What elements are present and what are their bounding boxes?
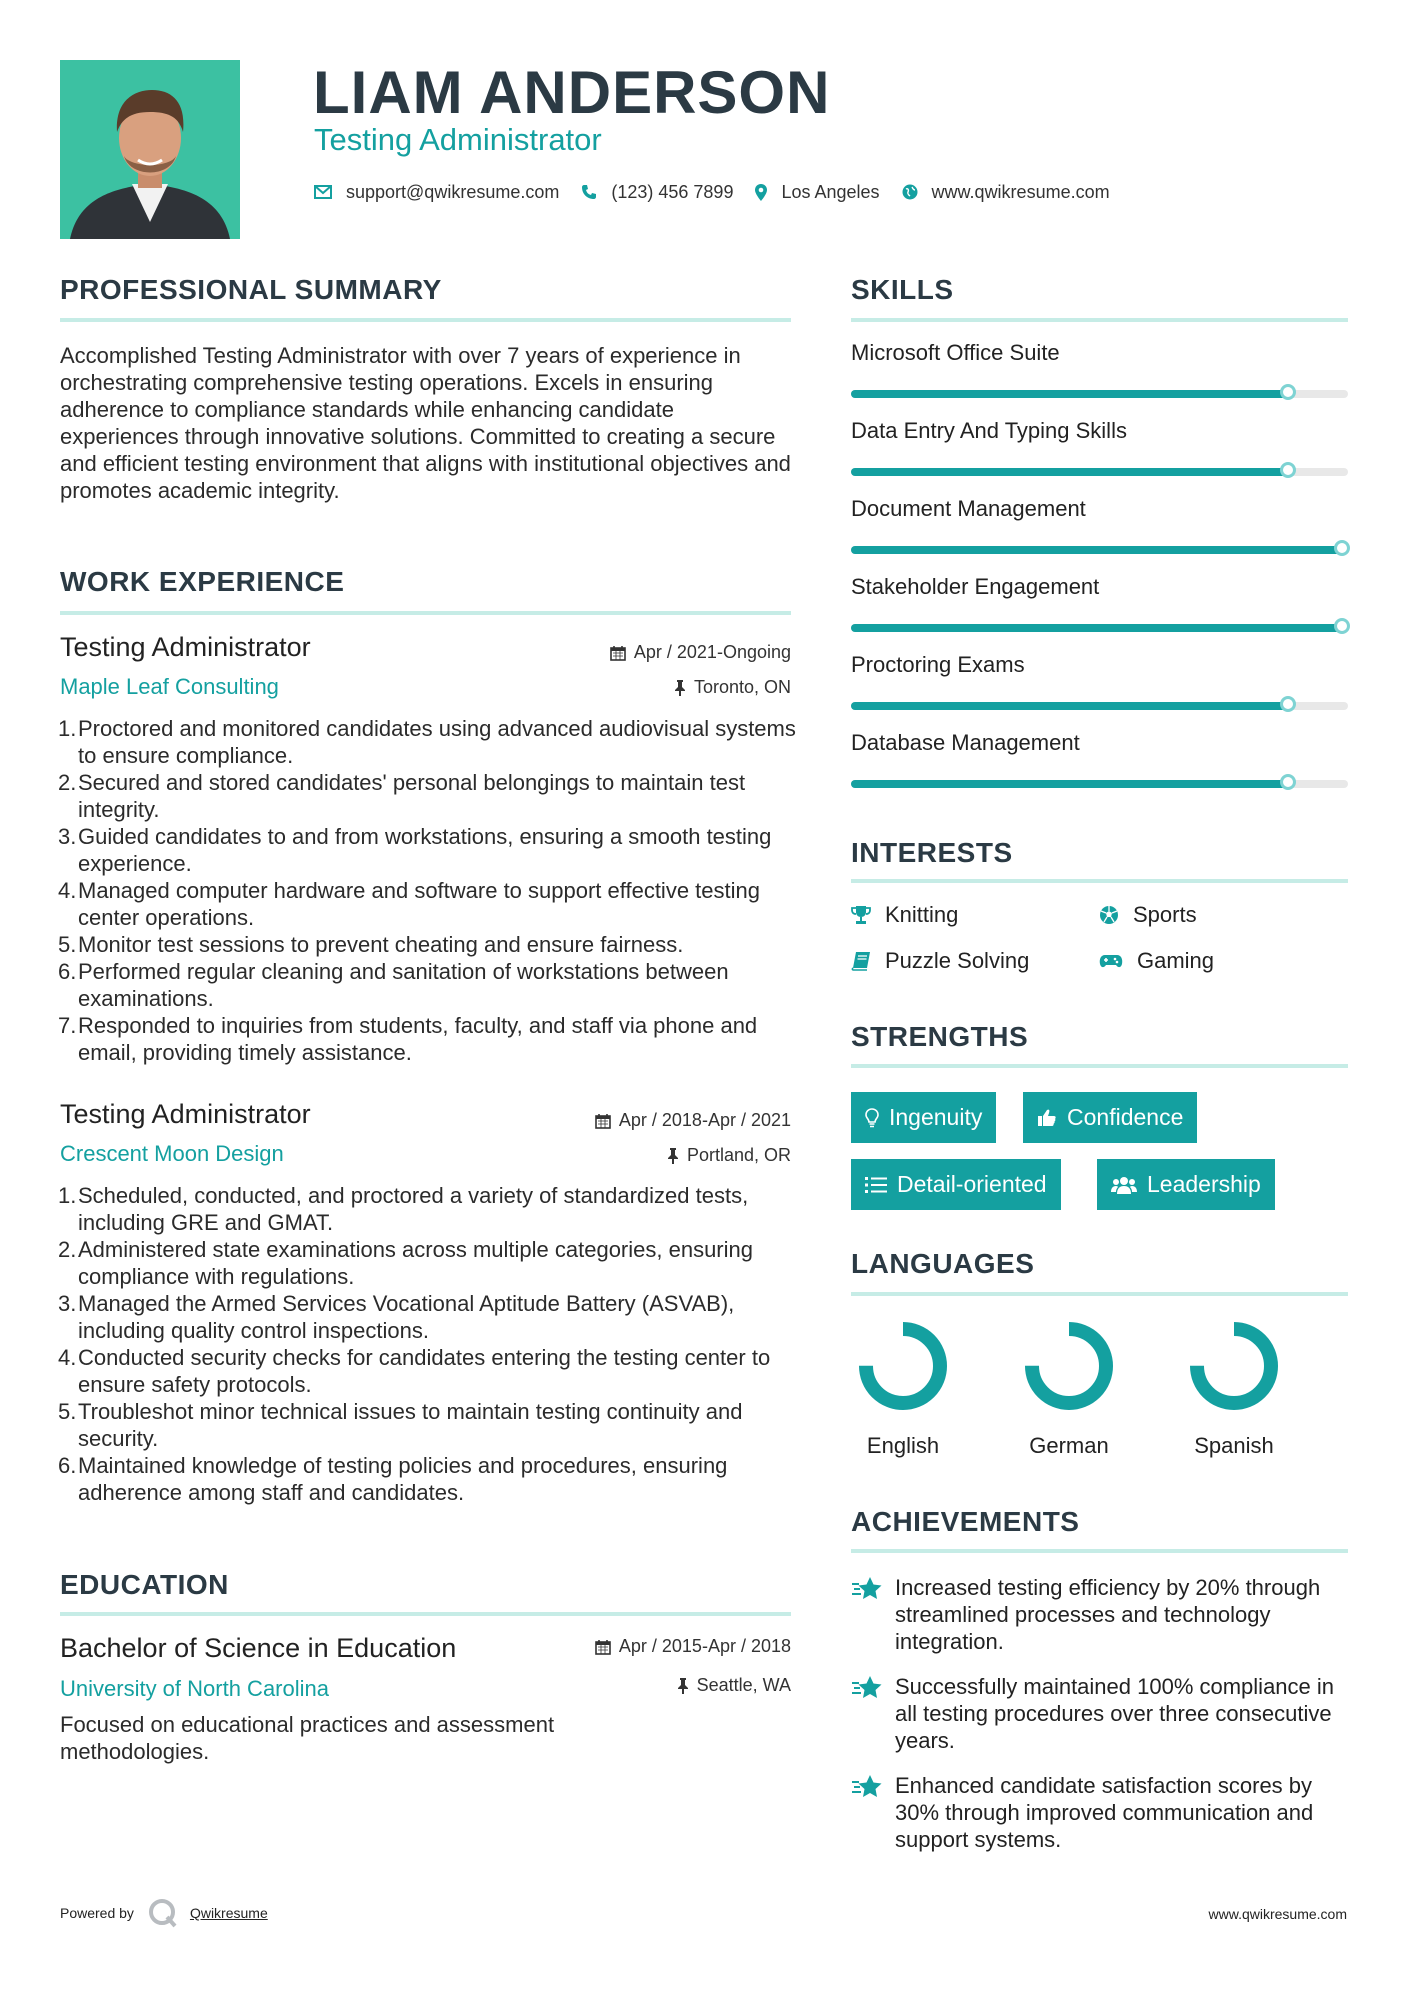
language-label: Spanish xyxy=(1194,1433,1274,1458)
globe-icon xyxy=(902,184,918,200)
language-ring xyxy=(1184,1316,1284,1416)
education-description: Focused on educational practices and assessment methodologies. xyxy=(60,1712,555,1764)
achievements-heading: ACHIEVEMENTS xyxy=(851,1506,1080,1537)
skill-level-knob xyxy=(1280,462,1296,478)
list-item: Guided candidates to and from workstations, ensuring a smooth testing experience. xyxy=(78,824,772,876)
achievements-divider xyxy=(851,1549,1348,1553)
skills-heading: SKILLS xyxy=(851,274,954,305)
education-location-text: Seattle, WA xyxy=(696,1675,791,1695)
website-text: www.qwikresume.com xyxy=(931,181,1110,202)
soccer-ball-icon xyxy=(1099,905,1119,925)
skill-level-knob xyxy=(1280,774,1296,790)
skill-label: Database Management xyxy=(851,730,1080,755)
interests-heading: INTERESTS xyxy=(851,837,1013,868)
star-icon xyxy=(851,1675,883,1701)
company-name: Maple Leaf Consulting xyxy=(60,674,279,699)
footer-powered-by xyxy=(60,1898,268,1928)
language-ring xyxy=(1019,1316,1119,1416)
skills-divider xyxy=(851,318,1348,322)
thumbs-up-icon xyxy=(1037,1108,1057,1128)
list-item: Maintained knowledge of testing policies and procedures, ensuring adherence among staff and candidates. xyxy=(78,1453,728,1505)
skill-row xyxy=(851,652,1348,712)
skill-bar xyxy=(851,468,1348,476)
job-dates-text: Apr / 2021-Ongoing xyxy=(633,642,791,662)
qwikresume-logo-icon xyxy=(148,1898,178,1928)
summary-heading: PROFESSIONAL SUMMARY xyxy=(60,274,442,305)
language-label: German xyxy=(1029,1433,1109,1458)
skill-bar xyxy=(851,702,1348,710)
star-icon xyxy=(851,1576,883,1602)
list-item: Monitor test sessions to prevent cheating and ensure fairness. xyxy=(78,932,684,957)
skill-row xyxy=(851,730,1348,790)
skill-level-knob xyxy=(1280,384,1296,400)
skill-bar-fill xyxy=(851,468,1288,476)
map-pin-icon xyxy=(755,184,767,201)
skill-label: Data Entry And Typing Skills xyxy=(851,418,1127,443)
interests-divider xyxy=(851,879,1348,883)
interest-item xyxy=(851,948,1029,974)
footer-website[interactable]: www.qwikresume.com xyxy=(1208,1906,1347,1922)
star-icon xyxy=(851,1774,883,1800)
brand-link[interactable]: Qwikresume xyxy=(189,1905,268,1921)
skill-label: Document Management xyxy=(851,496,1086,521)
contact-phone[interactable] xyxy=(581,182,733,203)
strength-label: Leadership xyxy=(1147,1171,1261,1197)
achievement-item xyxy=(851,1574,1348,1655)
trophy-icon xyxy=(851,905,871,925)
strength-tag xyxy=(851,1092,996,1143)
list-item: Conducted security checks for candidates entering the testing center to ensure safety protocols. xyxy=(78,1345,771,1397)
strength-label: Detail-oriented xyxy=(897,1171,1047,1197)
book-icon xyxy=(851,951,871,971)
strength-tag xyxy=(1023,1092,1197,1143)
list-item: Responded to inquiries from students, faculty, and staff via phone and email, providing timely assistance. xyxy=(78,1013,758,1065)
list-item: Scheduled, conducted, and proctored a variety of standardized tests, including GRE and GMAT. xyxy=(78,1183,749,1235)
contact-website[interactable] xyxy=(902,182,1110,203)
list-item: Secured and stored candidates' personal belongings to maintain test integrity. xyxy=(78,770,746,822)
skill-row xyxy=(851,574,1348,634)
company-name: Crescent Moon Design xyxy=(60,1141,284,1166)
list-item: Proctored and monitored candidates using advanced audiovisual systems to ensure compliance. xyxy=(78,716,796,768)
achievement-item xyxy=(851,1673,1348,1754)
list-item: Administered state examinations across multiple categories, ensuring compliance with regulations. xyxy=(78,1237,753,1289)
languages-heading: LANGUAGES xyxy=(851,1248,1035,1279)
skill-label: Proctoring Exams xyxy=(851,652,1025,677)
school-name: University of North Carolina xyxy=(60,1676,329,1701)
achievement-text: Enhanced candidate satisfaction scores by 30% through improved communication and support systems. xyxy=(895,1773,1314,1852)
achievement-text: Successfully maintained 100% compliance in all testing procedures over three consecutive years. xyxy=(895,1674,1335,1753)
languages-divider xyxy=(851,1292,1348,1296)
phone-text: (123) 456 7899 xyxy=(611,181,734,202)
interest-item xyxy=(1099,948,1214,974)
lightbulb-icon xyxy=(865,1108,879,1128)
candidate-title: Testing Administrator xyxy=(314,122,602,157)
skill-level-knob xyxy=(1334,540,1350,556)
users-icon xyxy=(1111,1175,1137,1195)
interest-label: Knitting xyxy=(885,902,959,927)
skill-bar-fill xyxy=(851,624,1348,632)
job-dates xyxy=(610,642,791,663)
skill-bar xyxy=(851,624,1348,632)
list-item: Troubleshot minor technical issues to maintain testing continuity and security. xyxy=(78,1399,743,1451)
skill-row xyxy=(851,418,1348,478)
education-dates xyxy=(595,1636,791,1657)
skill-level-knob xyxy=(1334,618,1350,634)
calendar-icon xyxy=(610,645,626,661)
achievement-item xyxy=(851,1772,1348,1853)
job-duties-list xyxy=(60,715,808,1066)
education-heading: EDUCATION xyxy=(60,1569,229,1600)
interest-item xyxy=(851,902,958,928)
pushpin-icon xyxy=(677,1678,689,1694)
education-dates-text: Apr / 2015-Apr / 2018 xyxy=(618,1636,791,1656)
pushpin-icon xyxy=(674,680,686,696)
summary-text: Accomplished Testing Administrator with over 7 years of experience in orchestrating comprehensive testing operations. Excels in ensuring adherence to compliance standards while enhancing candidate experiences through innovative solutions. Committed to creating a secure and efficient testing environment that aligns with institutional objectives and promotes academic integrity. xyxy=(60,343,791,503)
gamepad-icon xyxy=(1099,953,1123,969)
interest-label: Gaming xyxy=(1137,948,1215,973)
strength-label: Confidence xyxy=(1067,1104,1184,1130)
list-item: Performed regular cleaning and sanitation of workstations between examinations. xyxy=(78,959,729,1011)
skill-bar-fill xyxy=(851,780,1288,788)
candidate-name: LIAM ANDERSON xyxy=(313,59,831,126)
skill-bar-fill xyxy=(851,546,1348,554)
language-ring xyxy=(853,1316,953,1416)
interest-label: Puzzle Solving xyxy=(885,948,1030,973)
email-text: support@qwikresume.com xyxy=(346,181,560,202)
envelope-icon xyxy=(314,185,332,199)
contact-bar xyxy=(314,179,1132,205)
job-title: Testing Administrator xyxy=(60,1099,311,1129)
list-item: Managed the Armed Services Vocational Aptitude Battery (ASVAB), including quality control inspections. xyxy=(78,1291,735,1343)
list-item: Managed computer hardware and software to support effective testing center operations. xyxy=(78,878,760,930)
profile-photo xyxy=(60,60,240,239)
education-location xyxy=(677,1675,791,1696)
pushpin-icon xyxy=(667,1148,679,1164)
skill-bar-fill xyxy=(851,702,1288,710)
job-location-text: Toronto, ON xyxy=(693,677,791,697)
experience-divider xyxy=(60,611,791,615)
education-divider xyxy=(60,1612,791,1616)
degree-title: Bachelor of Science in Education xyxy=(60,1633,457,1663)
job-dates-text: Apr / 2018-Apr / 2021 xyxy=(618,1110,791,1130)
skill-bar-fill xyxy=(851,390,1288,398)
skill-row xyxy=(851,340,1348,400)
job-duties-list xyxy=(60,1182,808,1506)
job-location-text: Portland, OR xyxy=(686,1145,791,1165)
skill-bar xyxy=(851,780,1348,788)
summary-divider xyxy=(60,318,791,322)
job-dates xyxy=(595,1110,791,1131)
calendar-icon xyxy=(595,1639,611,1655)
list-icon xyxy=(865,1176,887,1194)
skill-bar xyxy=(851,546,1348,554)
experience-heading: WORK EXPERIENCE xyxy=(60,566,345,597)
phone-icon xyxy=(581,184,597,200)
strength-tag xyxy=(1097,1159,1275,1210)
job-title: Testing Administrator xyxy=(60,632,311,662)
strengths-divider xyxy=(851,1064,1348,1068)
skill-label: Microsoft Office Suite xyxy=(851,340,1060,365)
skill-level-knob xyxy=(1280,696,1296,712)
contact-location xyxy=(755,182,879,203)
contact-email[interactable] xyxy=(314,182,559,203)
skill-bar xyxy=(851,390,1348,398)
language-label: English xyxy=(866,1433,940,1458)
calendar-icon xyxy=(595,1113,611,1129)
skill-row xyxy=(851,496,1348,556)
achievement-text: Increased testing efficiency by 20% through streamlined processes and technology integration. xyxy=(895,1575,1321,1654)
job-location xyxy=(674,677,791,698)
interest-item xyxy=(1099,902,1197,928)
interest-label: Sports xyxy=(1133,902,1197,927)
skill-label: Stakeholder Engagement xyxy=(851,574,1100,599)
job-location xyxy=(667,1145,791,1166)
strength-label: Ingenuity xyxy=(889,1104,983,1130)
strengths-heading: STRENGTHS xyxy=(851,1021,1029,1052)
powered-by-text: Powered by xyxy=(60,1905,134,1921)
strength-tag xyxy=(851,1159,1061,1210)
location-text: Los Angeles xyxy=(781,181,880,202)
